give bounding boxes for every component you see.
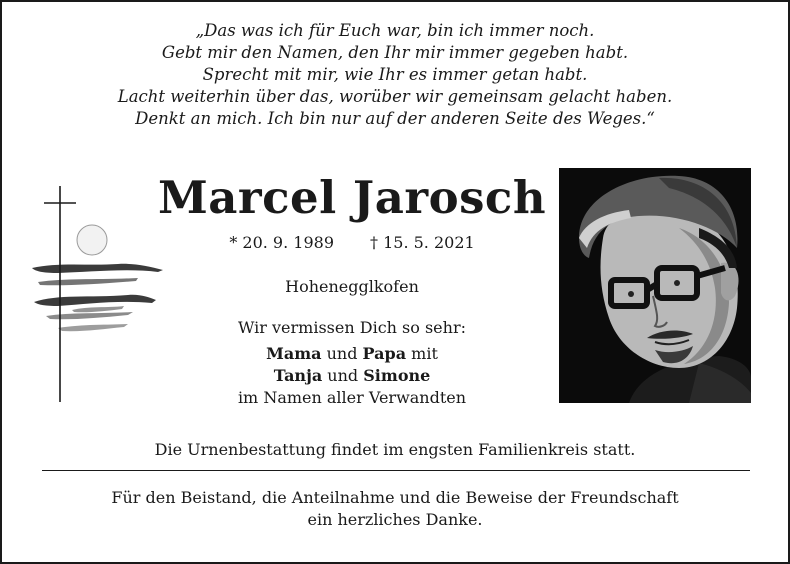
cross-icon [44, 186, 76, 402]
thanks-line: Für den Beistand, die Anteilnahme und die Beweise der Freundschaft [111, 488, 679, 507]
poem-line: Denkt an mich. Ich bin nur auf der anderen Seite des Weges.“ [135, 109, 655, 128]
poem-line: Gebt mir den Namen, den Ihr mir immer gegeben habt. [161, 43, 629, 62]
mourners [132, 317, 572, 409]
thanks-line: ein herzliches Danke. [307, 510, 483, 529]
mourner-mama: Mama [266, 344, 322, 363]
poem-line: Lacht weiterhin über das, worüber wir gemeinsam gelacht haben. [117, 87, 673, 106]
mourners-intro: Wir vermissen Dich so sehr: [238, 318, 466, 337]
poem-line: „Das was ich für Euch war, bin ich immer noch. [195, 21, 595, 40]
conjunction: mit [406, 344, 438, 363]
birth-date: * 20. 9. 1989 [229, 233, 334, 252]
conjunction: und [322, 366, 364, 385]
sun-icon [77, 225, 107, 255]
conjunction: und [321, 344, 363, 363]
mourners-relatives: im Namen aller Verwandten [237, 388, 467, 407]
life-dates [132, 233, 572, 253]
mourners-line-parents [132, 343, 572, 365]
mourner-papa: Papa [362, 344, 407, 363]
funeral-note: Die Urnenbestattung findet im engsten Familienkreis statt. [154, 440, 636, 459]
poem [2, 20, 788, 130]
divider [42, 470, 750, 471]
thanks [2, 487, 788, 531]
portrait-photo [559, 168, 751, 403]
mourner-simone: Simone [363, 366, 431, 385]
mourner-tanja: Tanja [273, 366, 323, 385]
deceased-name: Marcel Jarosch [157, 171, 547, 224]
mourners-line-siblings [132, 365, 572, 387]
death-date: † 15. 5. 2021 [370, 233, 475, 252]
poem-line: Sprecht mit mir, wie Ihr es immer getan habt. [202, 65, 588, 84]
hometown: Hohenegglkofen [285, 277, 419, 296]
